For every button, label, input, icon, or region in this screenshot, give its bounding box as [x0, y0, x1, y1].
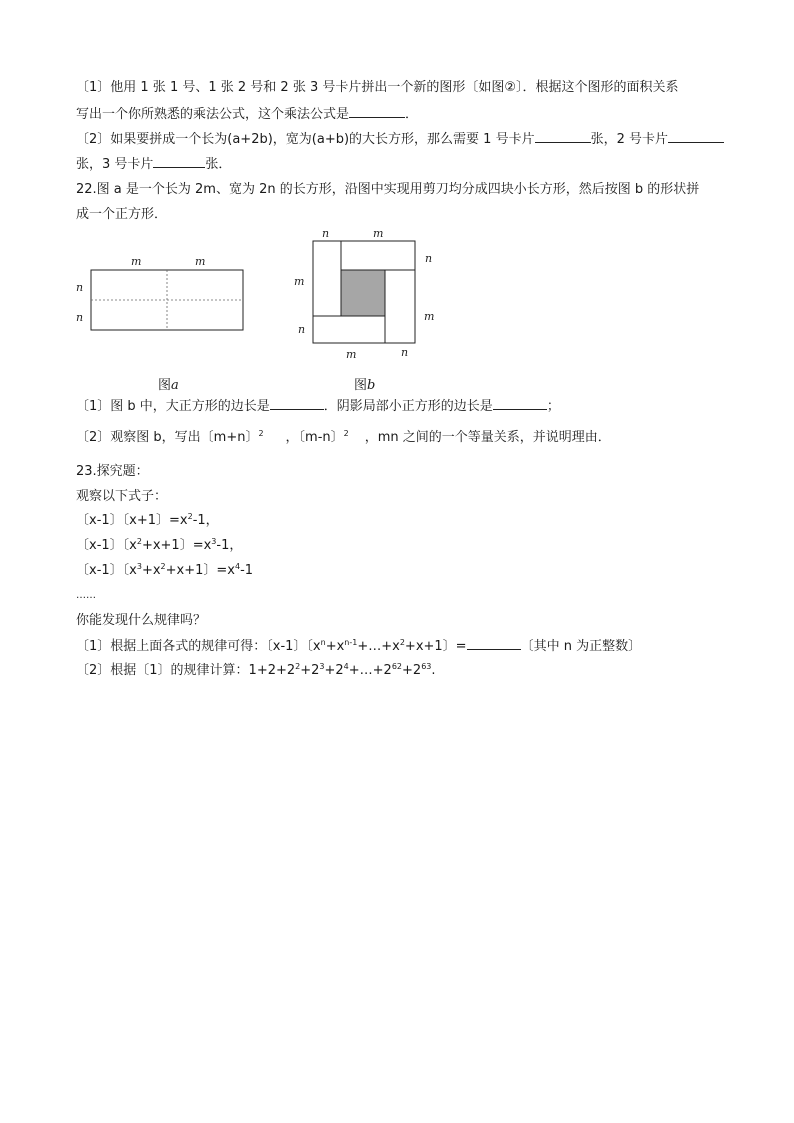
figure-b-caption: 图b [354, 378, 376, 393]
figure-b [294, 227, 434, 361]
q23-question: 你能发现什么规律吗？ [76, 613, 207, 628]
figure-a-caption: 图a [158, 378, 179, 393]
figure-a-label-n: n [76, 311, 84, 324]
figure-b-label-m: m [294, 275, 305, 288]
q22-part1: 〔1〕图 b 中，大正方形的边长是 ．阴影局部小正方形的边长是 ； [76, 399, 560, 414]
q23-equation-3: 〔x-1〕〔$x^3+x^2+x+1$〕$=x^4-1$ [76, 562, 254, 578]
answer-blank[interactable] [467, 637, 521, 650]
q23-title: 23.探究题： [76, 464, 149, 479]
q21-part1-line2: 写出一个你所熟悉的乘法公式，这个乘法公式是 ． [76, 107, 419, 122]
q21-part2-line1: 〔2〕如果要拼成一个长为(a+2b)，宽为(a+b)的大长方形，那么需要 1 号卡片 张，2 号卡片 [76, 130, 724, 149]
figure-b-label-n: n [401, 346, 409, 359]
q23-ellipsis: …… [76, 590, 96, 601]
figure-b-label-m: m [373, 227, 384, 240]
figure-a [76, 255, 243, 330]
q23-equation-1: 〔x-1〕〔x+1〕$=x^2-1$， [76, 512, 219, 528]
figure-a-label-m: m [131, 255, 142, 268]
figure-a-label-m: m [195, 255, 206, 268]
q21-part2-line2: 张，3 号卡片 张． [76, 157, 232, 172]
q23-equation-2: 〔x-1〕〔$x^2+x+1$〕$=x^3-1$， [76, 537, 243, 553]
figure-b-label-n: n [298, 323, 306, 336]
q22-part2: 〔2〕观察图 b，写出〔m+n〕$^2$ ，〔m-n〕$^2$ ，mn 之间的一个等量关系，并说明理由． [76, 429, 611, 445]
q22-stem-line1: 22.图 a 是一个长为 2m、宽为 2n 的长方形，沿图中实现用剪刀均分成四块小长方形，然后按图 b 的形状拼 [76, 182, 700, 197]
q23-intro: 观察以下式子： [76, 489, 168, 504]
answer-blank[interactable] [493, 397, 547, 410]
answer-blank[interactable] [270, 397, 324, 410]
figure-b-shaded-square [341, 270, 385, 316]
figure-b-label-m: m [346, 348, 357, 361]
figure-b-label-m: m [424, 310, 435, 323]
q21-part1-line1: 〔1〕他用 1 张 1 号、1 张 2 号和 2 张 3 号卡片拼出一个新的图形〔如图②〕．根据这个图形的面积关系 [76, 80, 679, 95]
q23-part1: 〔1〕根据上面各式的规律可得：〔x-1〕〔$x^n+x^{n-1}+\dots+x^2+x+1$〕= 〔其中 n 为正整数〕 [76, 638, 642, 654]
q22-figures [0, 0, 794, 400]
figure-b-label-n: n [322, 227, 330, 240]
q23-part2: 〔2〕根据〔1〕的规律计算：$1+2+2^2+2^3+2^4+\dots+2^{62}+2^{63}$. [76, 662, 436, 678]
q22-stem-line2: 成一个正方形． [76, 207, 168, 222]
figure-a-label-n: n [76, 281, 84, 294]
figure-b-label-n: n [425, 252, 433, 265]
